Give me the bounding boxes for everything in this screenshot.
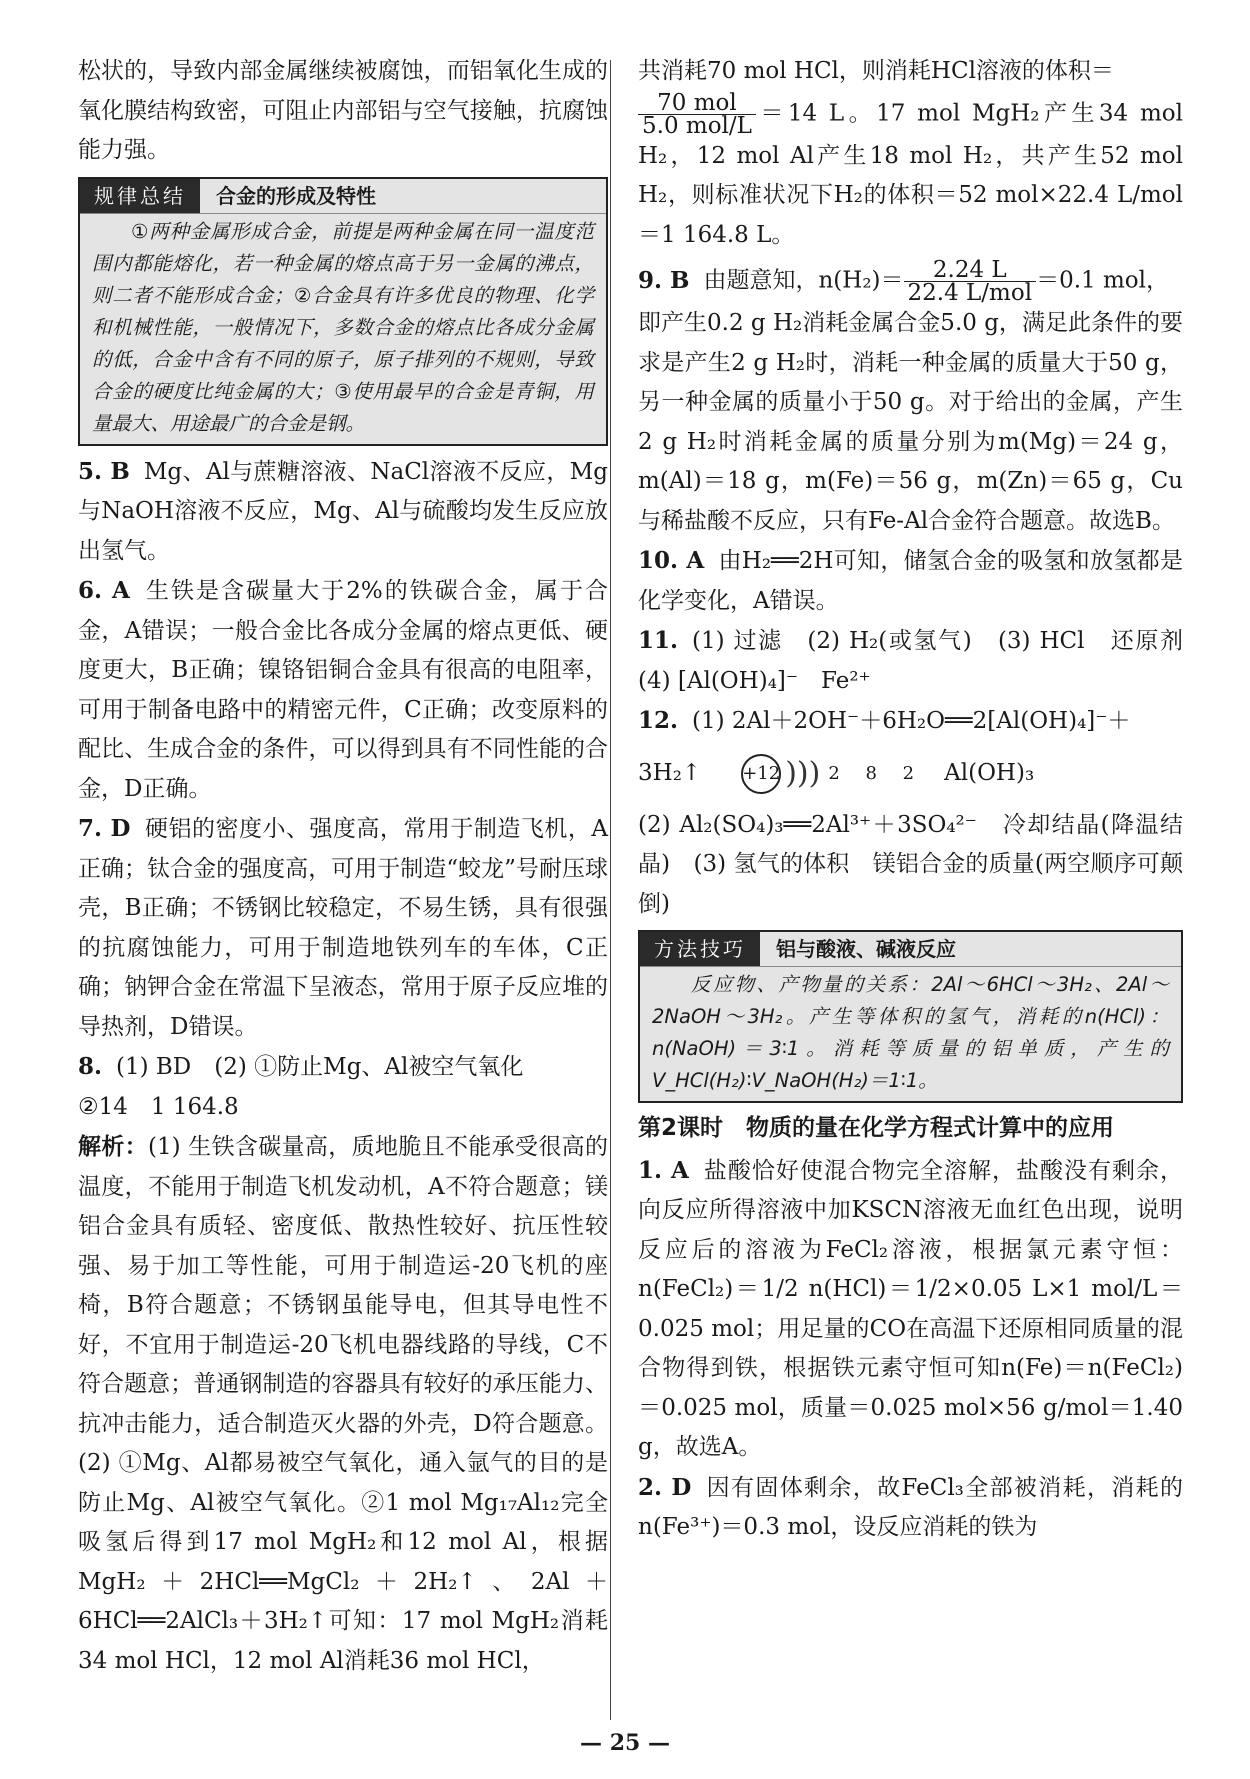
answer-12-text: (2) Al₂(SO₄)₃══2Al³⁺＋3SO₄²⁻ 冷却结晶(降温结晶) (3) 氢气的体积 镁铝合金的质量(两空顺序可颠倒) [638, 811, 1183, 917]
electron-shells: 2 8 2 [828, 762, 925, 784]
answer-10 [638, 541, 1183, 621]
method-box-tag: 方法技巧 [640, 932, 760, 966]
shell-arcs-icon: ))) [785, 755, 821, 791]
lesson2-answer-2 [638, 1468, 1183, 1548]
lesson2-answer-1-text: 盐酸恰好使混合物完全溶解，盐酸没有剩余，向反应所得溶液中加KSCN溶液无血红色出现，说明反应后的溶液为FeCl₂溶液，根据氯元素守恒：n(FeCl₂)＝1/2 n(HCl)＝1/2×0.05 L×1 mol/L＝0.025 mol；用足量的CO在高温下还原相同质量的混合物得到铁，根据铁元素守恒可知n(Fe)＝n(FeCl₂)＝0.025 mol，质量＝0.025 mol×56 g/mol＝1.40 g，故选A。 [638, 1157, 1183, 1460]
answer-12-h2: 3H₂↑ [638, 759, 702, 786]
lesson2-answer-2-text: 因有固体剩余，故FeCl₃全部被消耗，消耗的n(Fe³⁺)＝0.3 mol，设反应消耗的铁为 [638, 1474, 1183, 1540]
answer-9 [638, 259, 1183, 304]
method-box-title: 铝与酸液、碱液反应 [776, 937, 956, 961]
continued-text-a: 共消耗70 mol HCl，则消耗HCl溶液的体积＝ [638, 58, 1114, 84]
answer-12-line1: (1) 2Al＋2OH⁻＋6H₂O══2[Al(OH)₄]⁻＋ [692, 708, 1131, 734]
fraction-moles-denominator: 22.4 L/mol [907, 280, 1033, 306]
section-heading: 第2课时 物质的量在化学方程式计算中的应用 [638, 1115, 1115, 1141]
fraction-moles-numerator: 2.24 L [904, 259, 1037, 282]
fraction-moles [904, 259, 1037, 304]
answer-11 [638, 621, 1206, 701]
summary-box-body [80, 214, 606, 444]
method-box-body [640, 967, 1181, 1101]
analysis-text: (1) 生铁含碳量高，质地脆且不能承受很高的温度，不能用于制造飞机发动机，A不符合题意；镁铝合金具有质轻、密度低、散热性较好、抗压性较强、易于加工等性能，可用于制造运-20飞机的座椅，B符合题意；不锈钢虽能导电，但其导电性不好，不宜用于制造运-20飞机电器线路的导线，C不符合题意；普通钢制造的容器具有较好的承压能力、抗冲击能力，适合制造灭火器的外壳，D符合题意。(2) ①Mg、Al都易被空气氧化，通入氩气的目的是防止Mg、Al被空气氧化。②1 mol Mg₁₇Al₁₂完全吸氢后得到17 mol MgH₂和12 mol Al，根据MgH₂＋2HCl══MgCl₂＋2H₂↑、2Al＋6HCl══2AlCl₃＋3H₂↑可知：17 mol MgH₂消耗34 mol HCl，12 mol Al消耗36 mol HCl， [78, 1134, 609, 1674]
column-divider [610, 60, 611, 1720]
method-box-header [640, 932, 1181, 967]
right-column [638, 52, 1206, 1548]
answer-8 [78, 1047, 608, 1088]
answer-6-text: 生铁是含碳量大于2%的铁碳合金，属于合金，A错误；一般合金比各成分金属的熔点更低、硬度更大，B正确；镍铬铝铜合金具有很高的电阻率，可用于制备电路中的精密元件，C正确；改变原料的配比、生成合金的条件，可以得到具有不同性能的合金，D正确。 [78, 578, 608, 802]
lesson2-answer-2-number: 2. D [638, 1473, 692, 1501]
right-paragraph-continued [638, 52, 1183, 255]
fraction-volume [638, 89, 756, 139]
answer-11-number: 11. [638, 627, 679, 654]
left-paragraph-intro: 松状的，导致内部金属继续被腐蚀，而铝氧化生成的氧化膜结构致密，可阻止内部铝与空气接触，抗腐蚀能力强。 [78, 58, 608, 163]
answer-12-structure-line [638, 742, 1183, 806]
answer-10-text: 由H₂══2H可知，储氢合金的吸氢和放氢都是化学变化，A错误。 [638, 548, 1183, 614]
summary-box-title: 合金的形成及特性 [216, 183, 376, 208]
page-number: — 25 — [580, 1730, 670, 1756]
analysis-label: 解析： [78, 1133, 149, 1160]
answer-8-number: 8. [78, 1053, 103, 1080]
answer-12 [638, 701, 1183, 742]
answer-7-number: 7. D [78, 815, 131, 842]
answer-7-text: 硬铝的密度小、强度高，常用于制造飞机，A正确；钛合金的强度高，可用于制造“蛟龙”号耐压球壳，B正确；不锈钢比较稳定，不易生锈，具有很强的抗腐蚀能力，可用于制造地铁列车的车体，C正确；钠钾合金在常温下呈液态，常用于原子反应堆的导热剂，D错误。 [78, 816, 608, 1040]
answer-9-pre: 由题意知，n(H₂)＝ [703, 267, 904, 294]
answer-5 [78, 452, 608, 572]
answer-7 [78, 809, 608, 1047]
summary-box-header [80, 179, 606, 214]
lesson2-answer-1 [638, 1151, 1183, 1468]
answer-9-number: 9. B [638, 266, 690, 294]
answer-6-number: 6. A [78, 577, 130, 604]
answer-10-number: 10. A [638, 547, 705, 574]
continued-text-b: ＝14 L。17 mol MgH₂产生34 mol H₂，12 mol Al产生18 mol H₂，共产生52 mol H₂，则标准状况下H₂的体积＝52 mol×22.4 L/mol＝1 164.8 L。 [638, 100, 1183, 248]
lesson2-answer-1-number: 1. A [638, 1156, 689, 1184]
method-box [638, 930, 1183, 1103]
answer-8-analysis [78, 1127, 608, 1681]
answer-12-number: 12. [638, 707, 679, 734]
answer-5-text: Mg、Al与蔗糖溶液、NaCl溶液不反应，Mg与NaOH溶液不反应，Mg、Al与硫酸均发生反应放出氢气。 [78, 458, 608, 564]
summary-box-text: ①两种金属形成合金，前提是两种金属在同一温度范围内都能熔化，若一种金属的熔点高于另一金属的沸点，则二者不能形成合金；②合金具有许多优良的物理、化学和机械性能，一般情况下，多数合金的熔点比各成分金属的低，合金中含有不同的原子，原子排列的不规则，导致合金的硬度比纯金属的大；③使用最早的合金是青铜，用量最大、用途最广的合金是钢。 [92, 219, 594, 435]
answer-9-post: ＝0.1 mol， [1036, 267, 1169, 294]
mg-atom-diagram [741, 754, 924, 794]
answer-5-number: 5. B [78, 457, 130, 485]
fraction-volume-denominator: 5.0 mol/L [642, 112, 752, 139]
left-column [78, 52, 608, 1681]
method-box-text: 反应物、产物量的关系：2Al～6HCl～3H₂、2Al～2NaOH～3H₂。产生等体积的氢气，消耗的n(HCl)：n(NaOH)＝3∶1。消耗等质量的铝单质，产生的V_HCl(H₂)∶V_NaOH(H₂)＝1∶1。 [652, 973, 1169, 1092]
answer-9-text: 即产生0.2 g H₂消耗金属合金5.0 g，满足此条件的要求是产生2 g H₂时，消耗一种金属的质量大于50 g，另一种金属的质量小于50 g。对于给出的金属，产生2 g H₂时消耗金属的质量分别为m(Mg)＝24 g，m(Al)＝18 g，m(Fe)＝56 g，m(Zn)＝65 g，Cu与稀盐酸不反应，只有Fe-Al合金符合题意。故选B。 [638, 310, 1183, 534]
answer-8-part1: (1) BD (2) ①防止Mg、Al被空气氧化 [116, 1054, 524, 1080]
answer-6 [78, 571, 608, 809]
nucleus-circle: +12 [741, 754, 781, 794]
answer-11-text: (1) 过滤 (2) H₂(或氢气) (3) HCl 还原剂 (4) [Al(OH)₄]⁻ Fe²⁺ [638, 628, 1206, 694]
summary-box-tag: 规律总结 [80, 179, 200, 213]
fraction-volume-numerator: 70 mol [638, 92, 756, 115]
answer-8-part2: ②14 1 164.8 [78, 1093, 239, 1120]
answer-12-product: Al(OH)₃ [944, 759, 1035, 786]
summary-box [78, 177, 608, 446]
